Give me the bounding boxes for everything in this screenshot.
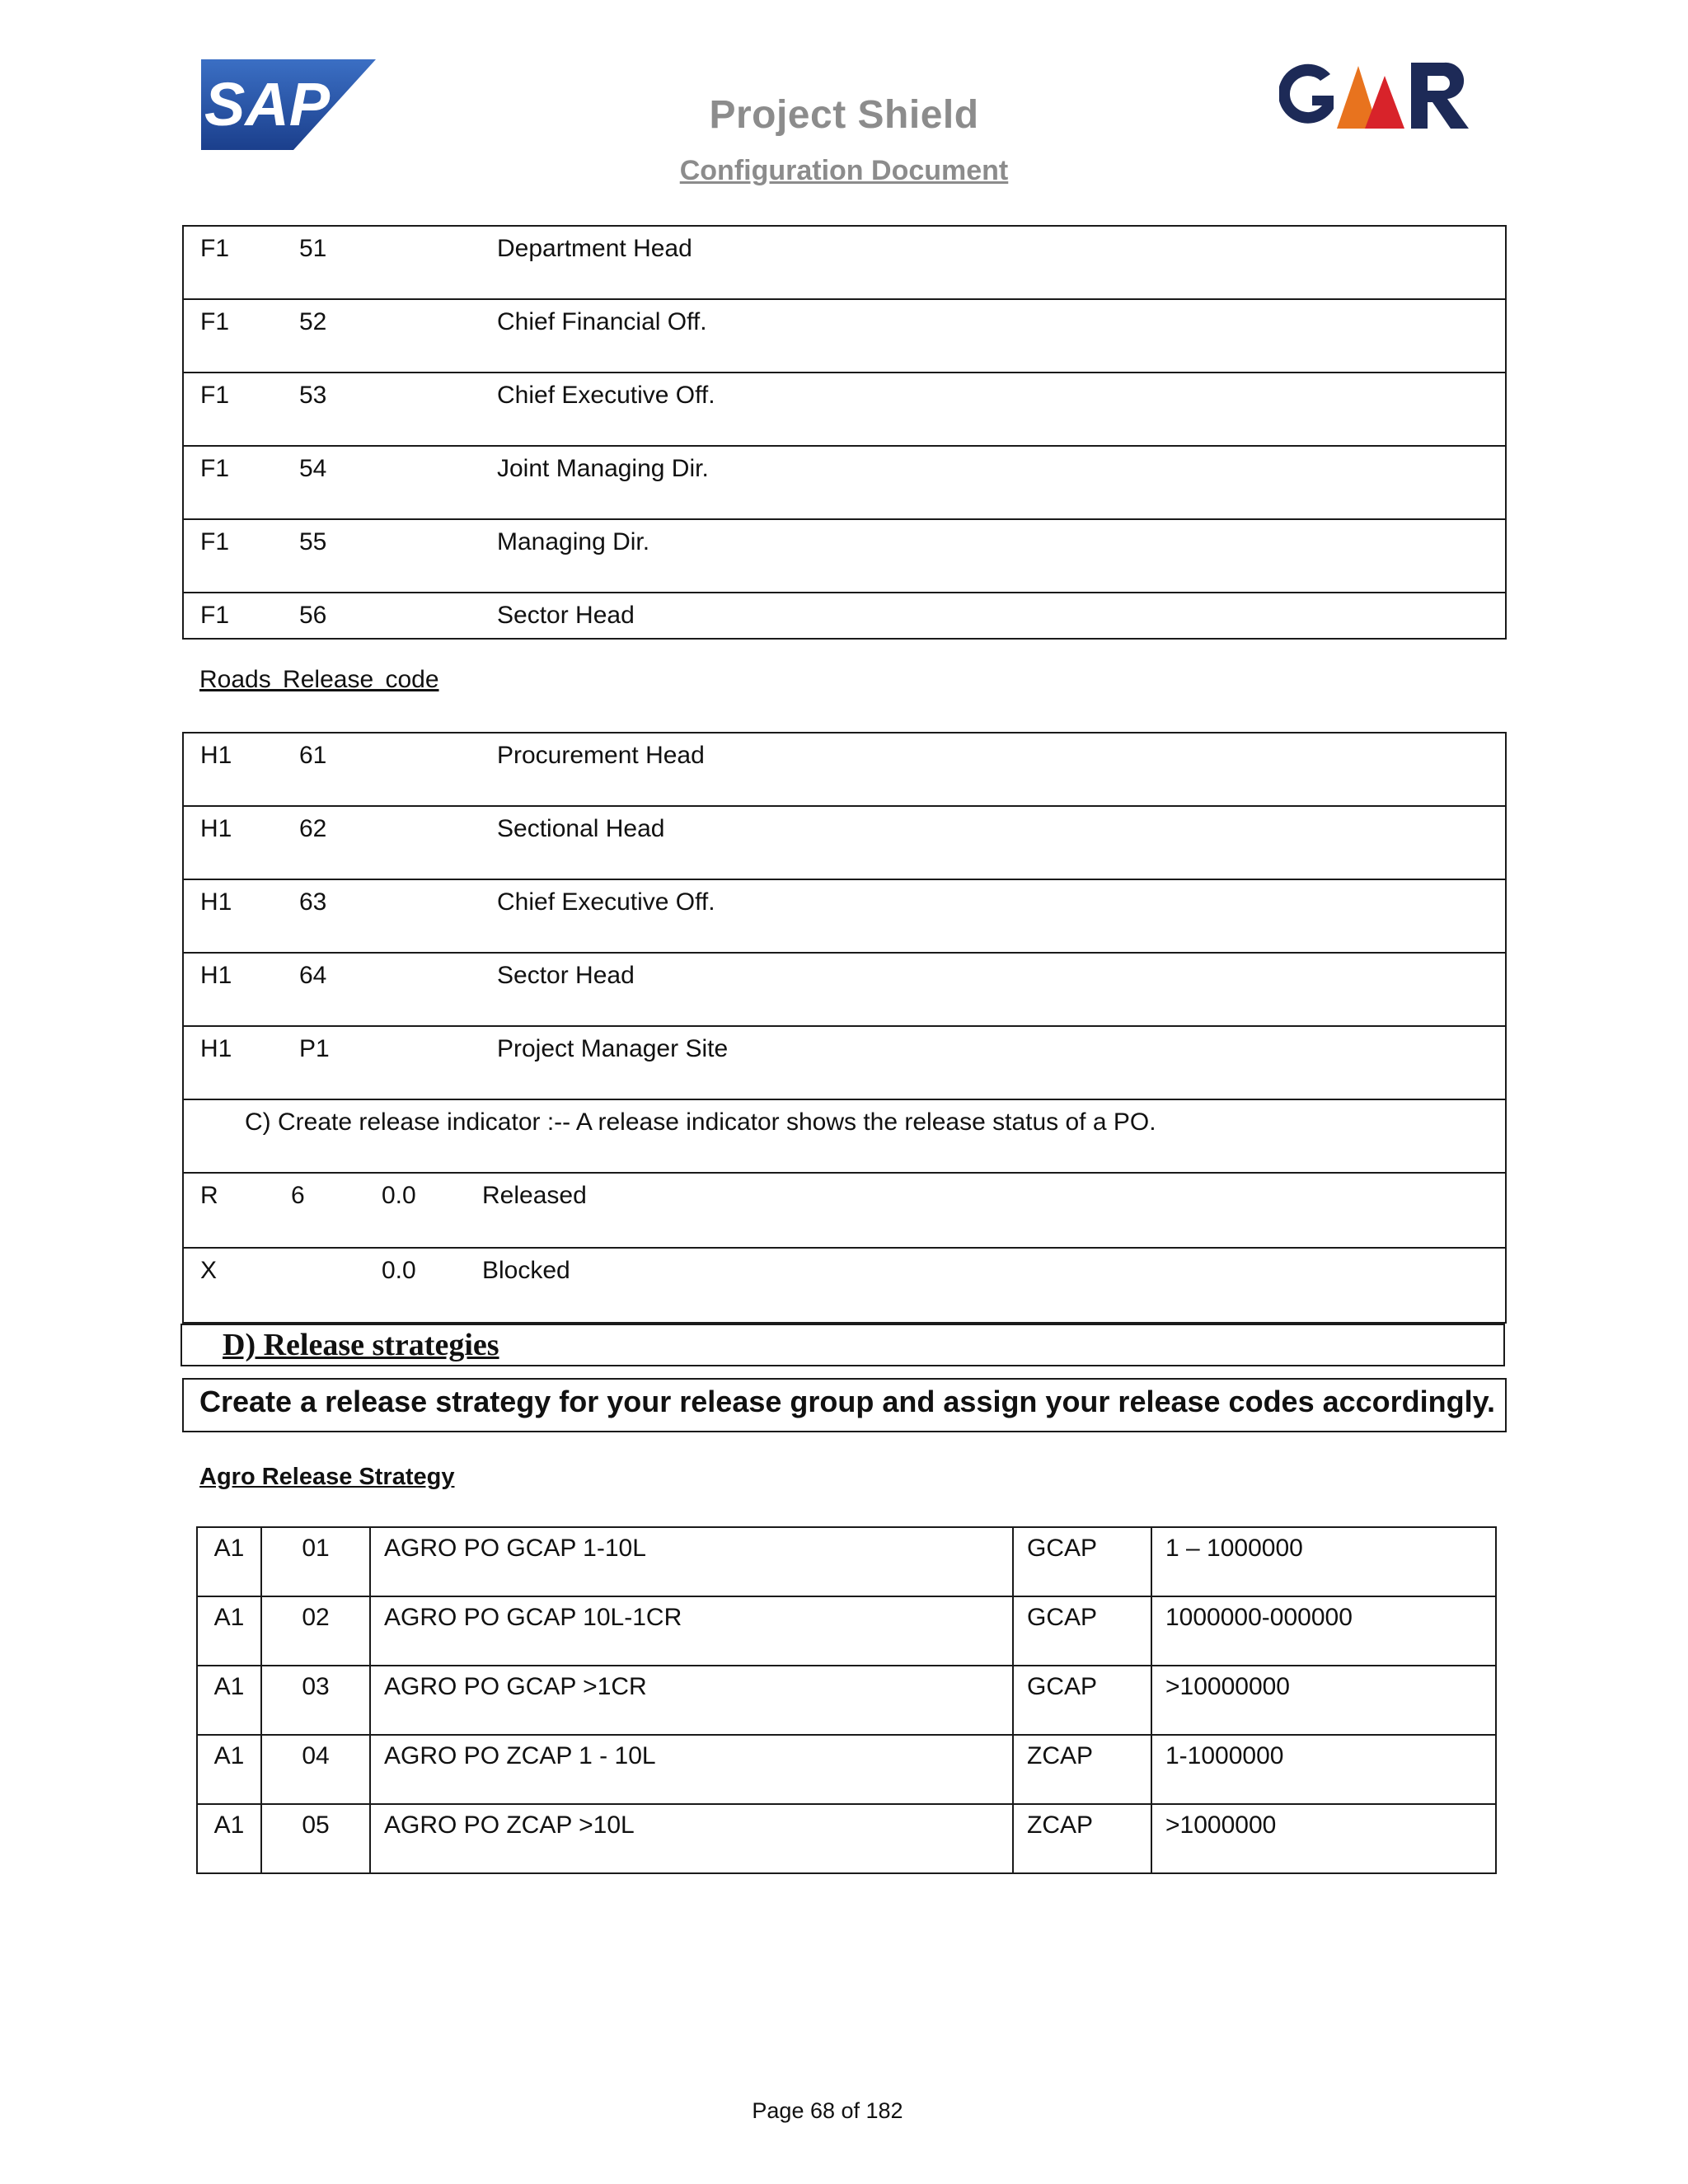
strategy-description-cell: AGRO PO ZCAP 1 - 10L [370, 1735, 1013, 1804]
value-range-cell: 1000000-000000 [1151, 1596, 1496, 1666]
group-cell: H1 [183, 879, 299, 953]
code-cell: P1 [299, 1026, 497, 1099]
indicator-changeability: 6 [291, 1182, 305, 1209]
doc-type-cell: GCAP [1013, 1527, 1151, 1596]
release-indicator-cell [183, 1248, 1506, 1323]
release-code-table-f1 [182, 225, 1507, 640]
group-cell: F1 [183, 299, 299, 373]
release-group-cell: A1 [197, 1666, 261, 1735]
doc-type-cell: GCAP [1013, 1666, 1151, 1735]
code-cell: 64 [299, 953, 497, 1026]
description-cell: Department Head [497, 226, 1506, 299]
description-cell: Sectional Head [497, 806, 1506, 879]
table-row [183, 593, 1506, 639]
svg-text:SAP: SAP [204, 70, 331, 138]
table-row [197, 1804, 1496, 1873]
code-cell: 61 [299, 733, 497, 806]
value-range-cell: >1000000 [1151, 1804, 1496, 1873]
strategy-cell: 05 [261, 1804, 370, 1873]
page-subtitle: Configuration Document [679, 155, 1009, 186]
group-cell: F1 [183, 593, 299, 639]
release-group-cell: A1 [197, 1596, 261, 1666]
code-cell: 55 [299, 519, 497, 593]
indicator-value-change: 0.0 [382, 1182, 416, 1209]
group-cell: H1 [183, 806, 299, 879]
group-cell: H1 [183, 953, 299, 1026]
indicator-description: Released [482, 1182, 587, 1209]
table-row [183, 953, 1506, 1026]
agro-strategy-table [196, 1526, 1497, 1874]
value-range-cell: 1 – 1000000 [1151, 1527, 1496, 1596]
description-cell: Chief Executive Off. [497, 879, 1506, 953]
code-cell: 51 [299, 226, 497, 299]
description-cell: Sector Head [497, 593, 1506, 639]
indicator-description: Blocked [482, 1257, 570, 1284]
release-indicator-row [183, 1173, 1506, 1248]
release-group-cell: A1 [197, 1735, 261, 1804]
table-row [197, 1735, 1496, 1804]
strategy-description-cell: AGRO PO GCAP 1-10L [370, 1527, 1013, 1596]
code-cell: 56 [299, 593, 497, 639]
indicator-changeability [291, 1249, 382, 1322]
table-row [183, 1026, 1506, 1099]
description-cell: Project Manager Site [497, 1026, 1506, 1099]
code-cell: 63 [299, 879, 497, 953]
strategy-description-cell: AGRO PO GCAP 10L-1CR [370, 1596, 1013, 1666]
release-indicator-note-row [183, 1099, 1506, 1173]
strategy-description-cell: AGRO PO GCAP >1CR [370, 1666, 1013, 1735]
section-d-title: D) Release strategies [223, 1328, 499, 1362]
table-row [183, 446, 1506, 519]
value-range-cell: >10000000 [1151, 1666, 1496, 1735]
description-cell: Chief Executive Off. [497, 373, 1506, 446]
table-row [197, 1666, 1496, 1735]
code-cell: 62 [299, 806, 497, 879]
strategy-cell: 01 [261, 1527, 370, 1596]
agro-release-strategy-heading: Agro Release Strategy [199, 1464, 455, 1490]
table-row [183, 373, 1506, 446]
indicator-id: X [200, 1257, 218, 1284]
code-cell: 52 [299, 299, 497, 373]
release-indicator-inner [184, 1249, 1505, 1322]
description-cell: Joint Managing Dir. [497, 446, 1506, 519]
code-cell: 54 [299, 446, 497, 519]
doc-type-cell: ZCAP [1013, 1804, 1151, 1873]
description-cell: Managing Dir. [497, 519, 1506, 593]
strategy-description-cell: AGRO PO ZCAP >10L [370, 1804, 1013, 1873]
strategy-cell: 03 [261, 1666, 370, 1735]
group-cell: F1 [183, 519, 299, 593]
release-indicator-note: C) Create release indicator :-- A release indicator shows the release status of a PO. [183, 1099, 1506, 1173]
page-number: Page 68 of 182 [752, 2098, 903, 2123]
release-group-cell: A1 [197, 1527, 261, 1596]
description-cell: Chief Financial Off. [497, 299, 1506, 373]
table-row [183, 733, 1506, 806]
description-cell: Procurement Head [497, 733, 1506, 806]
value-range-cell: 1-1000000 [1151, 1735, 1496, 1804]
svg-text:GMR: GMR [1279, 58, 1282, 59]
gmr-logo [1279, 58, 1477, 134]
doc-type-cell: GCAP [1013, 1596, 1151, 1666]
indicator-id: R [200, 1182, 218, 1209]
table-row [197, 1596, 1496, 1666]
code-cell: 53 [299, 373, 497, 446]
page-title: Project Shield [709, 93, 979, 137]
table-row [183, 226, 1506, 299]
release-group-cell: A1 [197, 1804, 261, 1873]
group-cell: F1 [183, 446, 299, 519]
section-d-instruction: Create a release strategy for your release group and assign your release codes accordingly. [199, 1385, 1495, 1418]
table-row [183, 299, 1506, 373]
group-cell: F1 [183, 226, 299, 299]
doc-type-cell: ZCAP [1013, 1735, 1151, 1804]
indicator-value-change: 0.0 [382, 1257, 416, 1284]
group-cell: H1 [183, 733, 299, 806]
strategy-cell: 04 [261, 1735, 370, 1804]
group-cell: F1 [183, 373, 299, 446]
description-cell: Sector Head [497, 953, 1506, 1026]
strategy-cell: 02 [261, 1596, 370, 1666]
release-indicator-inner [184, 1174, 1505, 1247]
release-indicator-cell [183, 1173, 1506, 1248]
table-row [183, 519, 1506, 593]
release-indicator-row [183, 1248, 1506, 1323]
table-row [197, 1527, 1496, 1596]
release-code-table-h1 [182, 732, 1507, 1324]
group-cell: H1 [183, 1026, 299, 1099]
roads-release-code-heading: Roads Release code [199, 666, 439, 693]
table-row [183, 879, 1506, 953]
table-row [183, 806, 1506, 879]
